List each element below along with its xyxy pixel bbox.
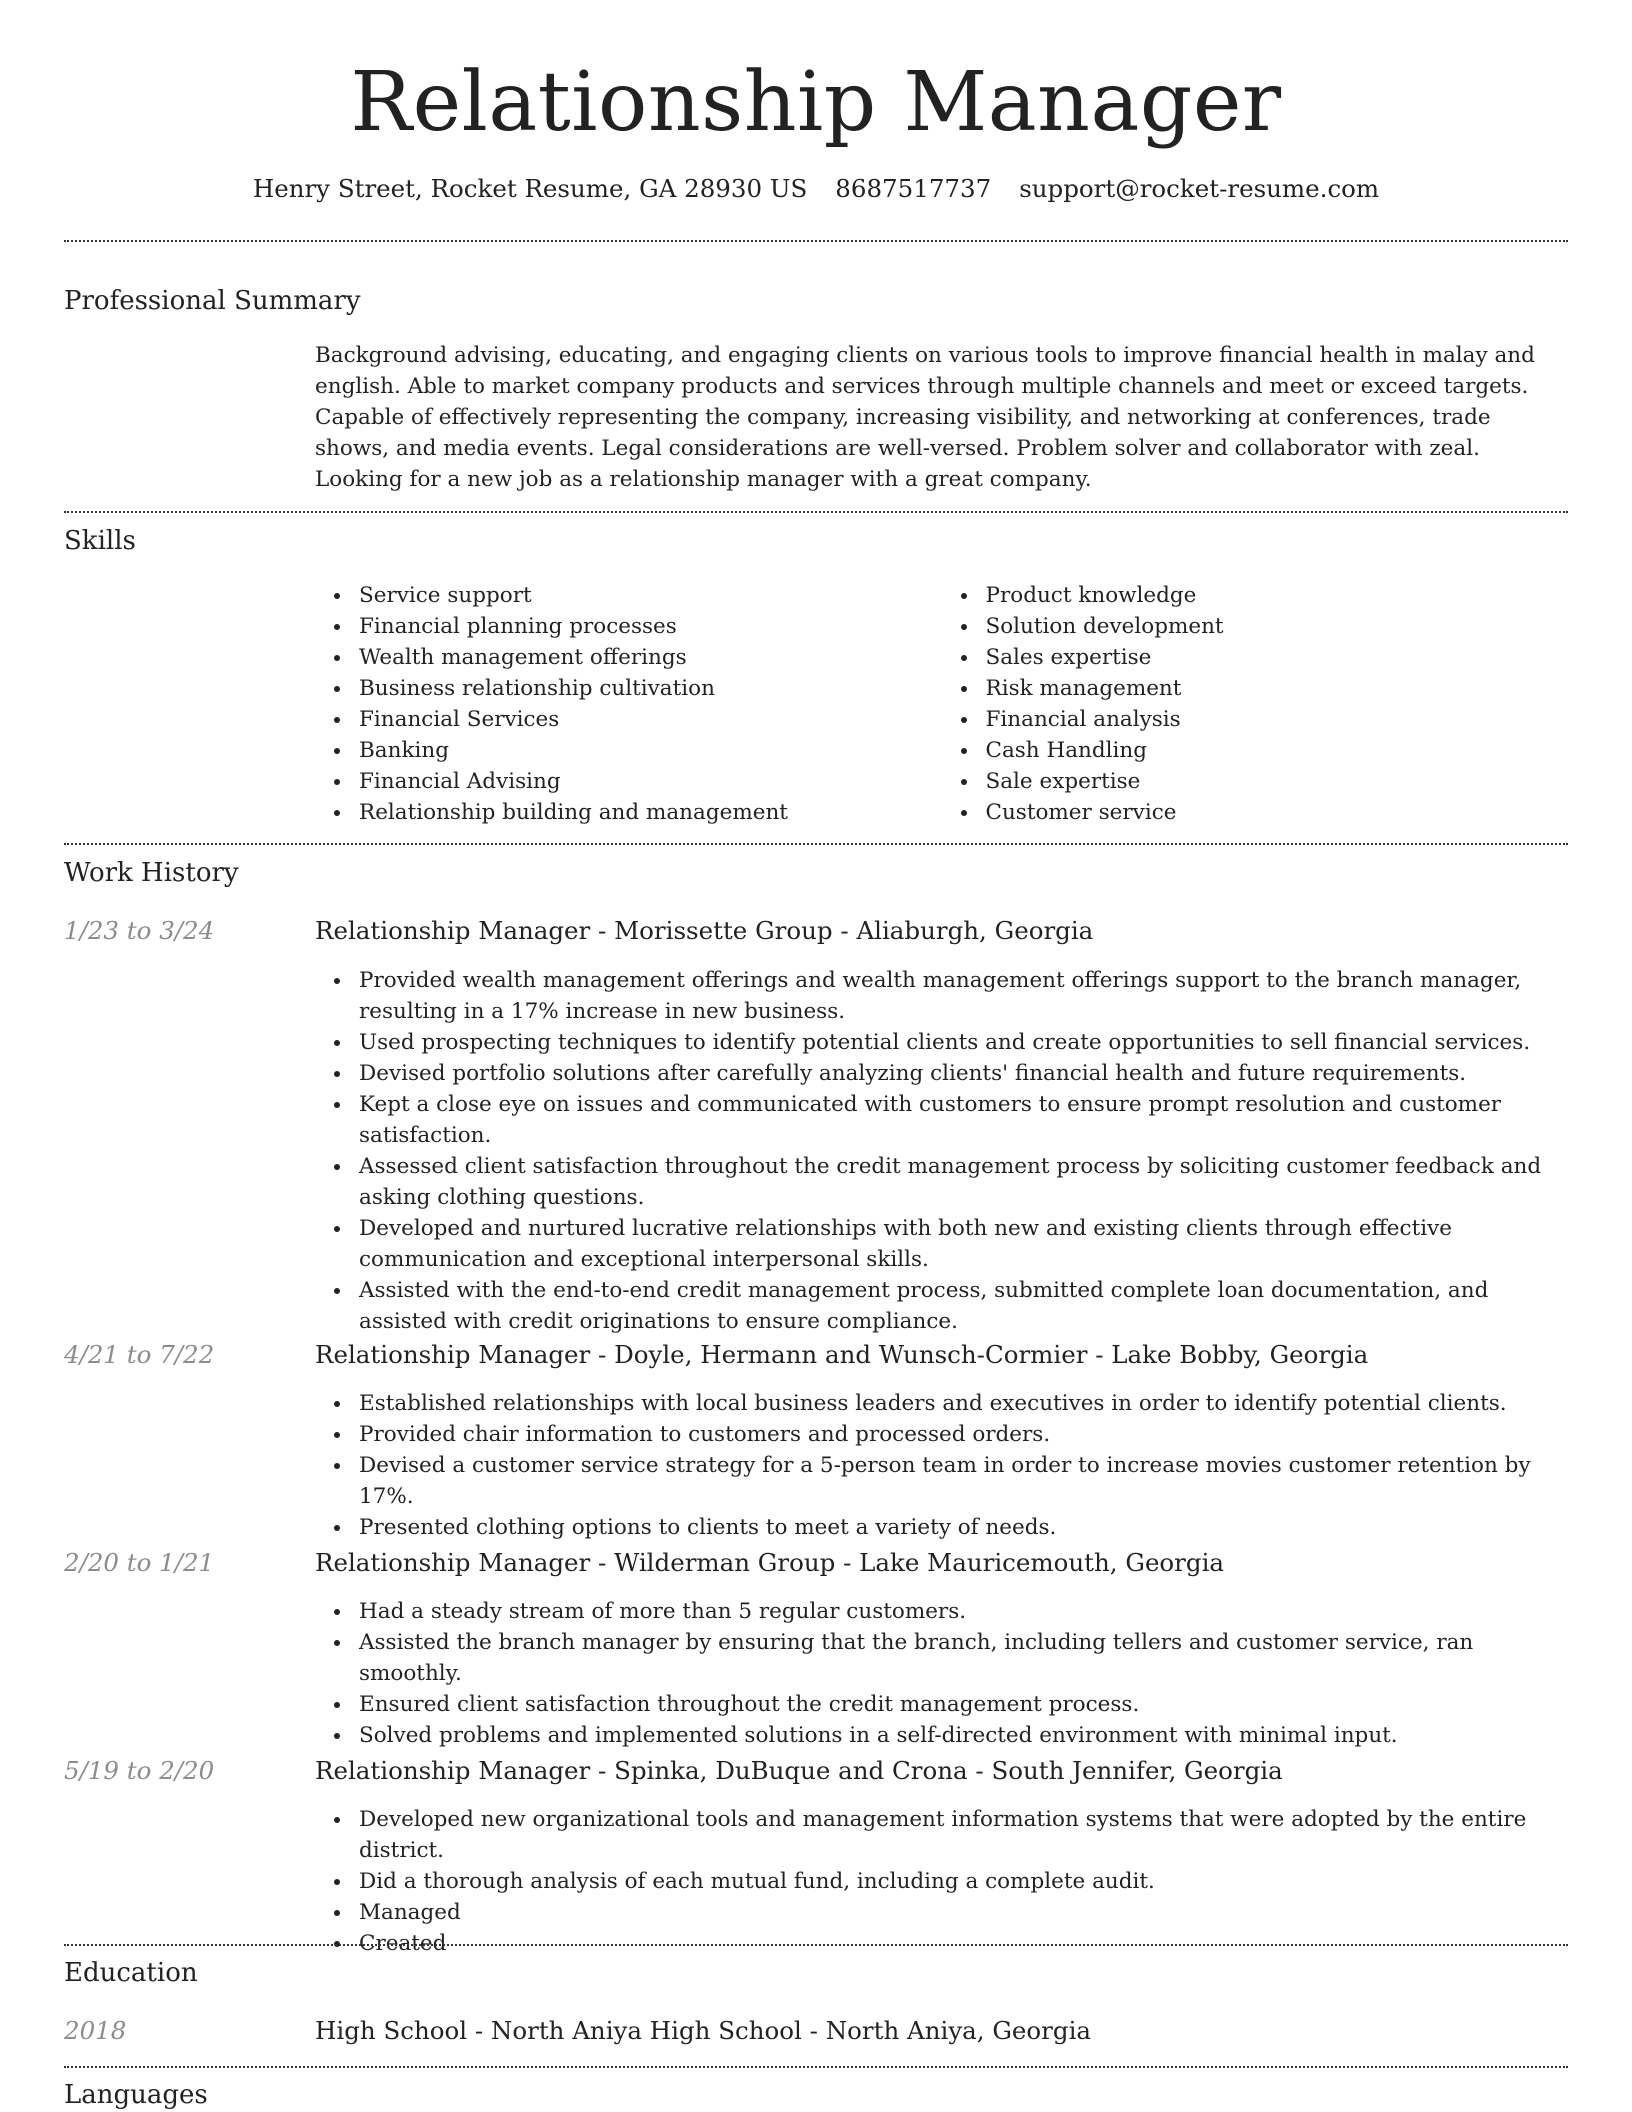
divider — [64, 2066, 1568, 2068]
job-bullet: Assisted the branch manager by ensuring that the branch, including tellers and customer service, ran smoothly. — [359, 1627, 1568, 1689]
languages-heading: Languages — [64, 2080, 208, 2110]
job-bullet: Presented clothing options to clients to meet a variety of needs. — [359, 1512, 1568, 1543]
divider — [64, 240, 1568, 242]
skills-list-left — [315, 580, 942, 828]
job-bullet: Solved problems and implemented solutions in a self-directed environment with minimal input. — [359, 1720, 1568, 1751]
divider — [64, 843, 1568, 845]
summary-text: Background advising, educating, and engaging clients on various tools to improve financial health in malay and english. Able to market company products and services through multiple channels and meet or exceed targets. Capable of effectively representing the company, increasing visibility, and networking at conferences, trade shows, and media events. Legal considerations are well-versed. Problem solver and collaborator with zeal. Looking for a new job as a relationship manager with a great company. — [315, 343, 1535, 492]
skill-item: Sale expertise — [986, 766, 1569, 797]
contact-info — [0, 172, 1632, 206]
skill-item: Customer service — [986, 797, 1569, 828]
skills-list-right — [942, 580, 1569, 828]
contact-email: support@rocket-resume.com — [1019, 174, 1380, 203]
skill-item: Service support — [359, 580, 942, 611]
job-dates: 4/21 to 7/22 — [64, 1340, 215, 1369]
job-dates: 5/19 to 2/20 — [64, 1756, 215, 1785]
skill-item: Banking — [359, 735, 942, 766]
job-bullet: Developed new organizational tools and management information systems that were adopted by the entire district. — [359, 1804, 1568, 1866]
job-title: Relationship Manager - Doyle, Hermann and Wunsch-Cormier - Lake Bobby, Georgia — [315, 1340, 1369, 1369]
job-bullet: Provided wealth management offerings and wealth management offerings support to the branch manager, resulting in a 17% increase in new business. — [359, 965, 1568, 1027]
skill-item: Financial Advising — [359, 766, 942, 797]
job-bullet: Had a steady stream of more than 5 regular customers. — [359, 1596, 1568, 1627]
work-history-heading: Work History — [64, 858, 239, 888]
job-bullet: Devised a customer service strategy for a 5-person team in order to increase movies customer retention by 17%. — [359, 1450, 1568, 1512]
job-bullet: Kept a close eye on issues and communicated with customers to ensure prompt resolution and customer satisfaction. — [359, 1089, 1568, 1151]
summary-heading: Professional Summary — [64, 286, 361, 316]
skill-item: Relationship building and management — [359, 797, 942, 828]
job-bullet: Assisted with the end-to-end credit management process, submitted complete loan documentation, and assisted with credit originations to ensure compliance. — [359, 1275, 1568, 1337]
divider — [64, 511, 1568, 513]
job-bullet: Provided chair information to customers and processed orders. — [359, 1419, 1568, 1450]
job-bullets — [315, 1596, 1568, 1751]
job-dates: 2/20 to 1/21 — [64, 1548, 215, 1577]
job-bullet: Assessed client satisfaction throughout the credit management process by soliciting customer feedback and asking clothing questions. — [359, 1151, 1568, 1213]
skill-item: Financial planning processes — [359, 611, 942, 642]
job-bullets — [315, 1388, 1568, 1543]
job-title: Relationship Manager - Morissette Group - Aliaburgh, Georgia — [315, 916, 1094, 945]
job-title: Relationship Manager - Wilderman Group - Lake Mauricemouth, Georgia — [315, 1548, 1225, 1577]
summary-section — [315, 340, 1568, 495]
education-heading: Education — [64, 1958, 198, 1988]
skill-item: Financial Services — [359, 704, 942, 735]
job-bullet: Created — [359, 1928, 1568, 1959]
job-bullet: Established relationships with local business leaders and executives in order to identify potential clients. — [359, 1388, 1568, 1419]
job-bullets — [315, 1804, 1568, 1959]
education-title: High School - North Aniya High School - North Aniya, Georgia — [315, 2016, 1092, 2045]
divider — [64, 1944, 1568, 1946]
skills-heading: Skills — [64, 526, 136, 556]
job-bullets — [315, 965, 1568, 1337]
education-year: 2018 — [64, 2016, 127, 2045]
skill-item: Risk management — [986, 673, 1569, 704]
skill-item: Solution development — [986, 611, 1569, 642]
job-bullet: Devised portfolio solutions after carefully analyzing clients' financial health and future requirements. — [359, 1058, 1568, 1089]
job-bullet: Managed — [359, 1897, 1568, 1928]
skill-item: Product knowledge — [986, 580, 1569, 611]
skill-item: Cash Handling — [986, 735, 1569, 766]
skills-section — [315, 580, 1568, 828]
job-bullet: Used prospecting techniques to identify potential clients and create opportunities to sell financial services. — [359, 1027, 1568, 1058]
skill-item: Business relationship cultivation — [359, 673, 942, 704]
skill-item: Sales expertise — [986, 642, 1569, 673]
job-bullet: Developed and nurtured lucrative relationships with both new and existing clients through effective communication and exceptional interpersonal skills. — [359, 1213, 1568, 1275]
job-bullet: Did a thorough analysis of each mutual fund, including a complete audit. — [359, 1866, 1568, 1897]
contact-phone: 8687517737 — [835, 174, 992, 203]
job-title: Relationship Manager - Spinka, DuBuque and Crona - South Jennifer, Georgia — [315, 1756, 1283, 1785]
job-dates: 1/23 to 3/24 — [64, 916, 215, 945]
skill-item: Financial analysis — [986, 704, 1569, 735]
skill-item: Wealth management offerings — [359, 642, 942, 673]
job-bullet: Ensured client satisfaction throughout the credit management process. — [359, 1689, 1568, 1720]
contact-address: Henry Street, Rocket Resume, GA 28930 US — [252, 174, 808, 203]
resume-name: Relationship Manager — [350, 55, 1282, 150]
